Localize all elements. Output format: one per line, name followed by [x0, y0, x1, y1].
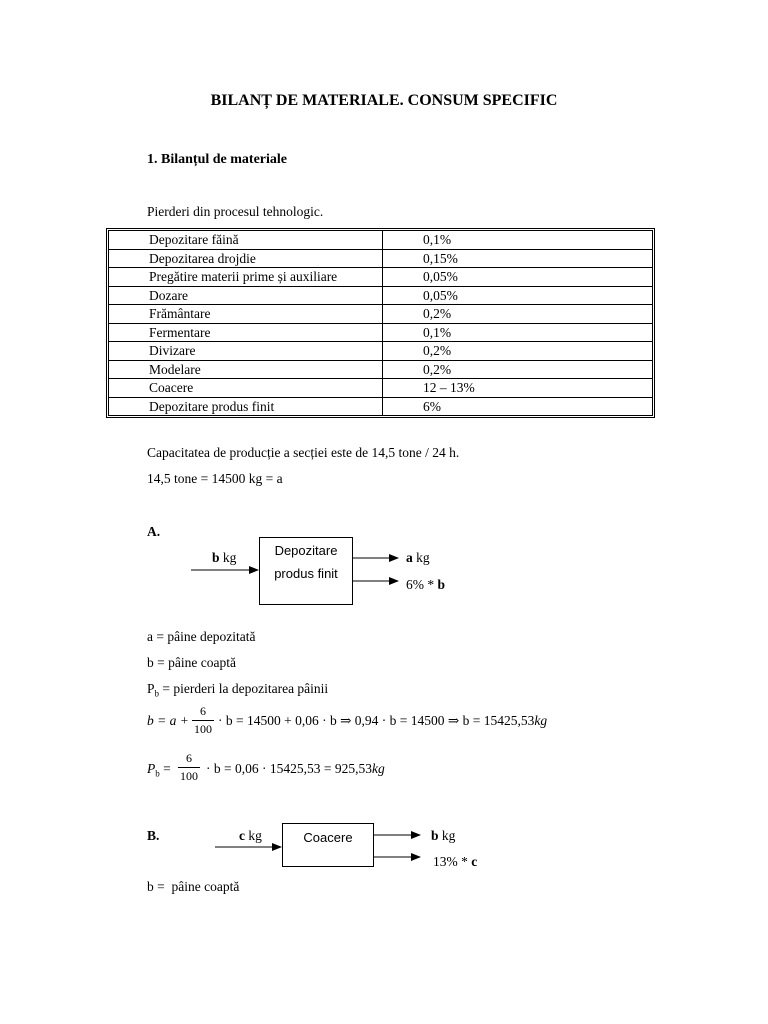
equation-1-rest: · b = 14500 + 0,06 · b ⇒ 0,94 · b = 14500 ⇒ b = 15425,53kg	[218, 713, 548, 728]
stage-cell: Coacere	[109, 379, 383, 398]
capacity-line: Capacitatea de producție a secției este de 14,5 tone / 24 h.	[147, 445, 460, 460]
loss-cell: 0,1%	[383, 324, 652, 343]
def-a: a = pâine depozitată	[147, 629, 256, 644]
step-a-output-1: a kg	[406, 550, 430, 565]
stage-cell: Fermentare	[109, 324, 383, 343]
equation-1-fraction: 6 100	[194, 704, 212, 736]
equation-1-lhs: b = a +	[147, 713, 189, 728]
loss-cell: 0,15%	[383, 250, 652, 269]
step-a-output-2: 6% * b	[406, 577, 446, 592]
loss-cell: 0,1%	[383, 231, 652, 250]
loss-cell: 12 – 13%	[383, 379, 652, 398]
step-b-box-label: Coacere	[303, 830, 353, 845]
stage-cell: Divizare	[109, 342, 383, 361]
stage-cell: Depozitare produs finit	[109, 398, 383, 416]
stage-cell: Pregătire materii prime și auxiliare	[109, 268, 383, 287]
page-title: BILANȚ DE MATERIALE. CONSUM SPECIFIC	[210, 92, 558, 109]
step-b-output-1: b kg	[431, 828, 456, 843]
step-a-input-label: b kg	[212, 550, 237, 565]
step-b-input-label: c kg	[239, 828, 262, 843]
loss-cell: 0,05%	[383, 287, 652, 306]
section-heading: 1. Bilanțul de materiale	[147, 152, 287, 167]
stage-cell: Dozare	[109, 287, 383, 306]
step-a-label: A.	[147, 524, 161, 539]
stage-cell: Modelare	[109, 361, 383, 380]
losses-intro: Pierderi din procesul tehnologic.	[147, 204, 324, 219]
step-a-box-line1: Depozitare	[274, 543, 338, 558]
def-pb: $P_b$ = pierderi la depozitarea pâinii	[147, 681, 329, 699]
equation-2-fraction: 6 100	[180, 751, 198, 783]
loss-cell: 0,05%	[383, 268, 652, 287]
step-b-label: B.	[147, 828, 160, 843]
def-b: b = pâine coaptă	[147, 655, 236, 670]
loss-cell: 6%	[423, 398, 441, 414]
equation-2-rest: · b = 0,06 · 15425,53 = 925,53kg	[206, 761, 385, 776]
step-a-box-line2: produs finit	[274, 566, 338, 581]
step-a-process-box	[259, 537, 353, 605]
step-b-def-b: b = pâine coaptă	[147, 879, 240, 894]
stage-cell: Frământare	[109, 305, 383, 324]
loss-cell: 0,2%	[383, 361, 652, 380]
stage-cell: Depozitarea drojdie	[109, 250, 383, 269]
step-b-process-box	[282, 823, 374, 867]
conversion-line: 14,5 tone = 14500 kg = a	[147, 471, 283, 486]
loss-cell: 0,2%	[383, 305, 652, 324]
loss-cell: 0,2%	[383, 342, 652, 361]
step-b-output-2: 13% * c	[433, 854, 478, 869]
equation-2-lhs: $P_b$ =	[147, 761, 171, 779]
stage-cell: Depozitare făină	[109, 231, 383, 250]
